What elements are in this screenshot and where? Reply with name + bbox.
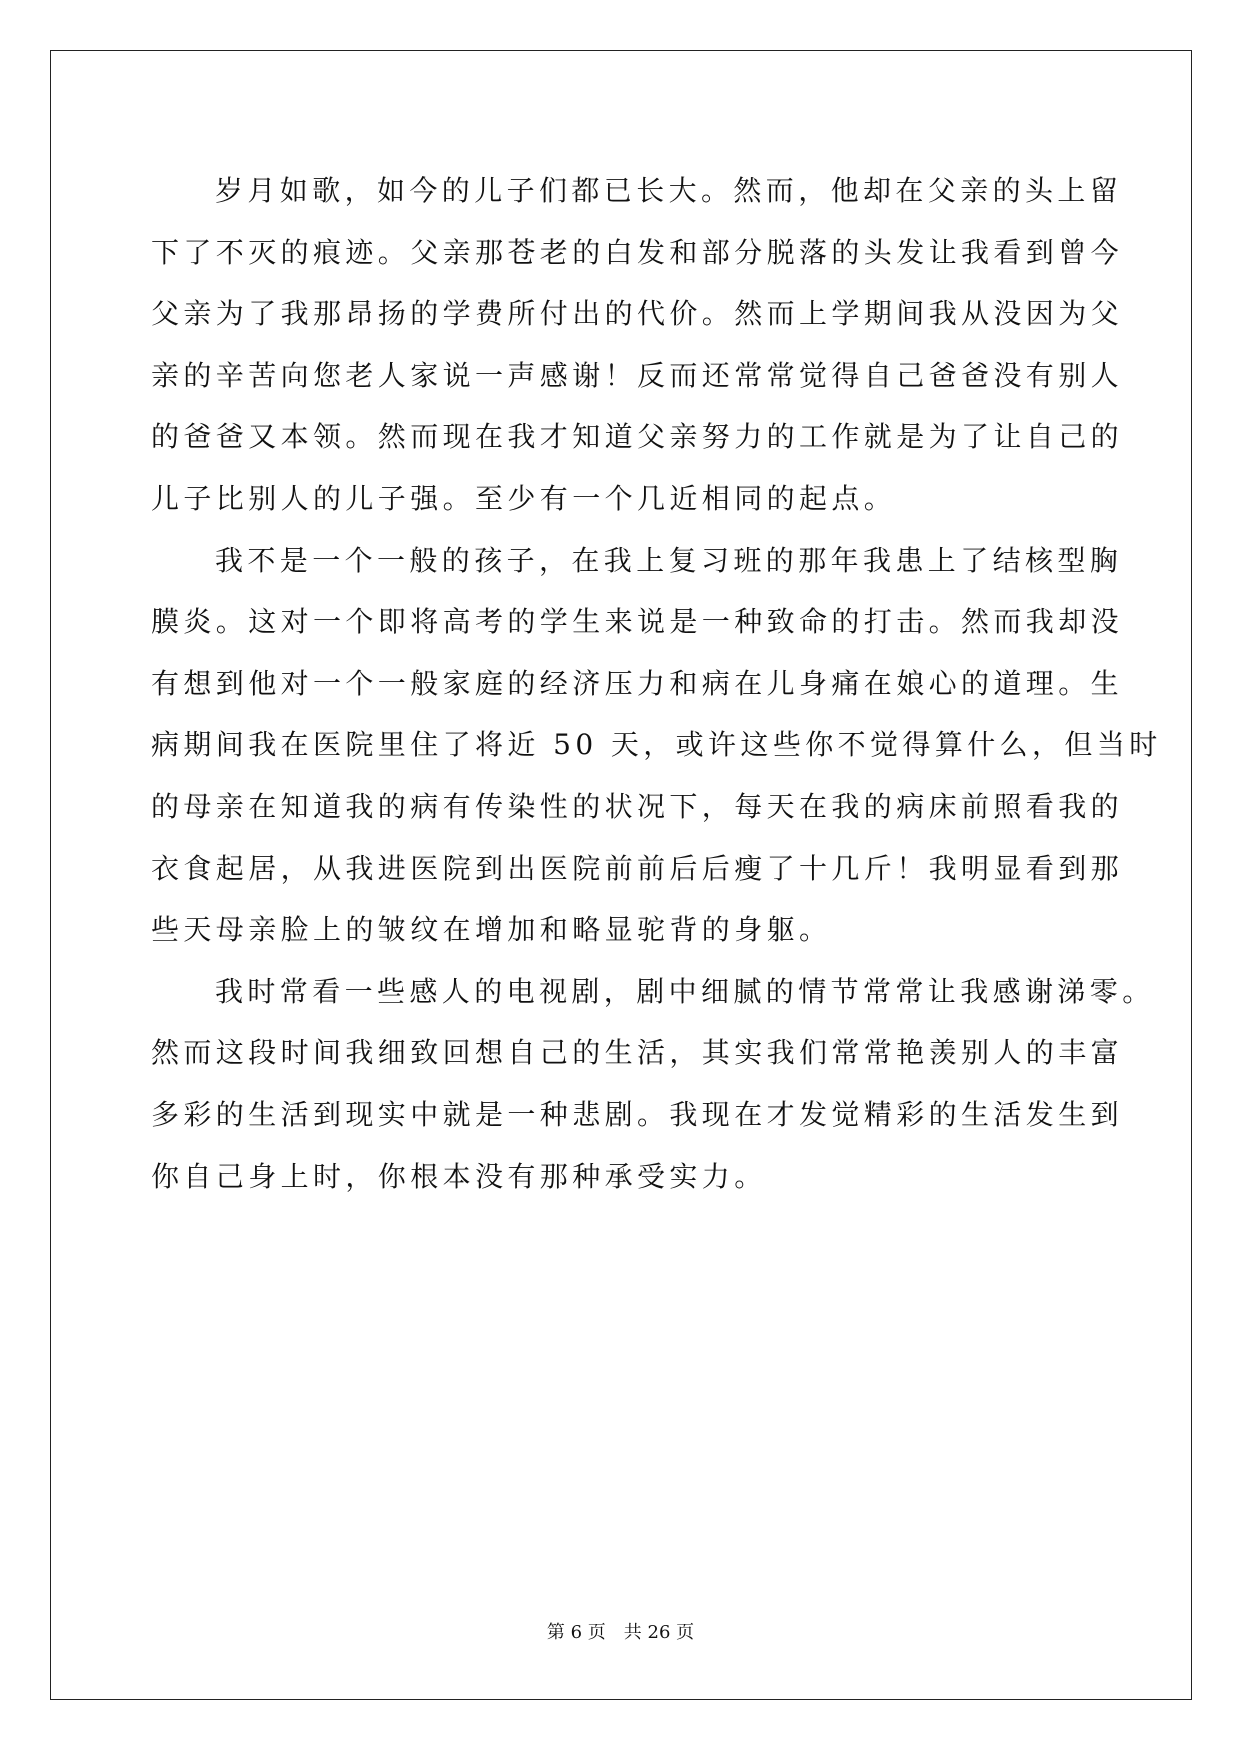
text-line: 的爸爸又本领。然而现在我才知道父亲努力的工作就是为了让自己的 xyxy=(151,420,1124,454)
text-line: 的母亲在知道我的病有传染性的状况下，每天在我的病床前照看我的 xyxy=(151,789,1124,823)
paragraph xyxy=(151,530,1162,961)
document-body xyxy=(151,160,1162,1207)
text-line: 些天母亲脸上的皱纹在增加和略显驼背的身躯。 xyxy=(151,913,832,947)
text-line: 儿子比别人的儿子强。至少有一个几近相同的起点。 xyxy=(151,481,897,515)
page-footer xyxy=(0,1618,1241,1644)
page-number: 第 6 页 xyxy=(546,1622,606,1643)
text-line: 我时常看一些感人的电视剧，剧中细腻的情节常常让我感谢涕零。 xyxy=(215,974,1155,1008)
text-line: 衣食起居，从我进医院到出医院前前后后瘦了十几斤！我明显看到那 xyxy=(151,851,1124,885)
text-line: 岁月如歌，如今的儿子们都已长大。然而，他却在父亲的头上留 xyxy=(215,174,1123,207)
text-line: 多彩的生活到现实中就是一种悲剧。我现在才发觉精彩的生活发生到 xyxy=(151,1097,1124,1131)
text-line: 我不是一个一般的孩子，在我上复习班的那年我患上了结核型胸 xyxy=(215,543,1123,577)
text-line: 然而这段时间我细致回想自己的生活，其实我们常常艳羡别人的丰富 xyxy=(151,1036,1124,1070)
page-total: 共 26 页 xyxy=(623,1622,695,1643)
text-line: 下了不灭的痕迹。父亲那苍老的白发和部分脱落的头发让我看到曾今 xyxy=(151,235,1124,269)
text-line: 你自己身上时，你根本没有那种承受实力。 xyxy=(151,1159,767,1193)
text-line: 亲的辛苦向您老人家说一声感谢！反而还常常觉得自己爸爸没有别人 xyxy=(151,358,1124,392)
text-line: 膜炎。这对一个即将高考的学生来说是一种致命的打击。然而我却没 xyxy=(151,605,1124,639)
text-line: 父亲为了我那昂扬的学费所付出的代价。然而上学期间我从没因为父 xyxy=(151,297,1124,331)
paragraph xyxy=(151,160,1124,530)
paragraph xyxy=(151,961,1155,1207)
text-line: 有想到他对一个一般家庭的经济压力和病在儿身痛在娘心的道理。生 xyxy=(151,666,1124,700)
text-line: 病期间我在医院里住了将近 50 天，或许这些你不觉得算什么，但当时 xyxy=(151,728,1162,762)
